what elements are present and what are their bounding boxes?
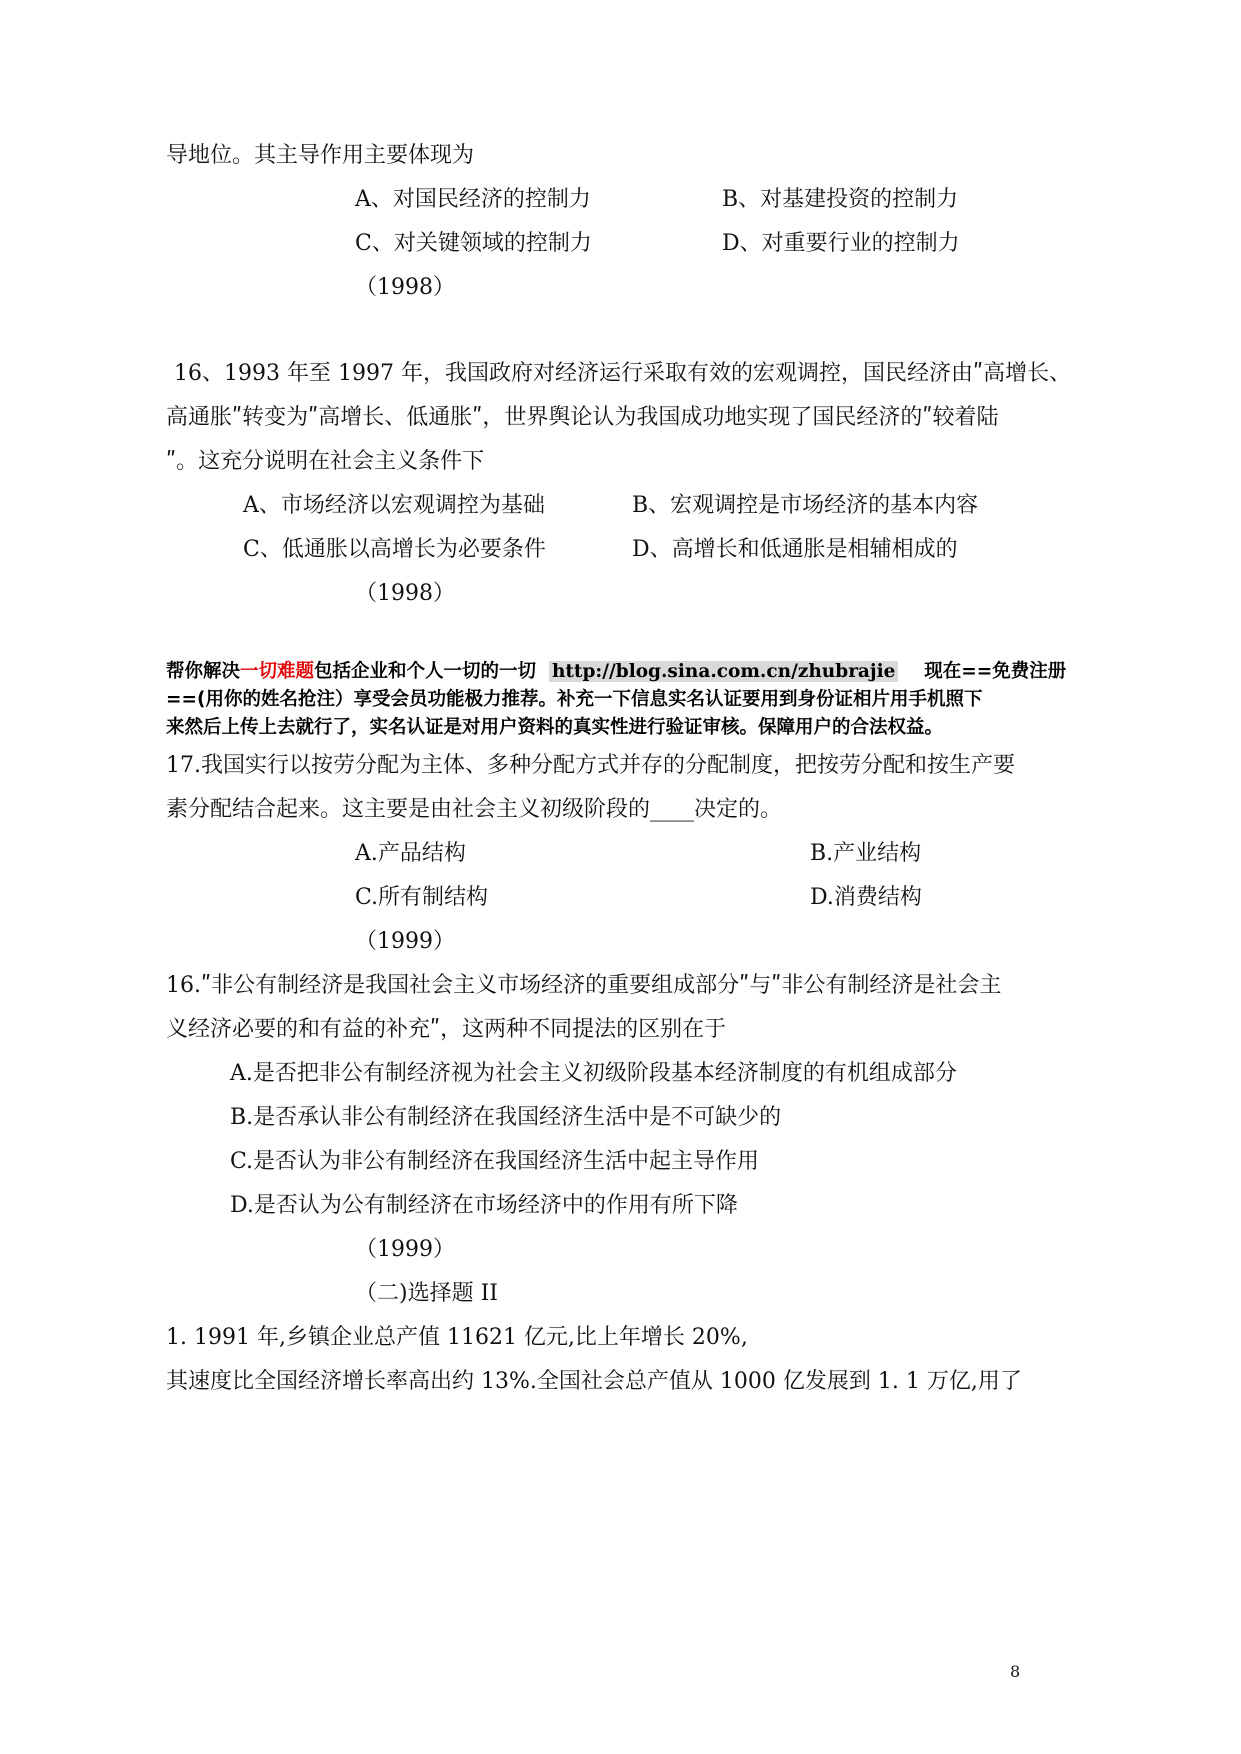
q17-option-c: C.所有制结构: [355, 885, 489, 910]
q16a-option-d: D、高增长和低通胀是相辅相成的: [632, 537, 958, 562]
ad-text: 帮你解决: [166, 661, 241, 682]
q16a-stem-line: 高通胀ʺ转变为ʺ高增长、低通胀ʺ，世界舆论认为我国成功地实现了国民经济的ʺ较着陆: [166, 405, 999, 430]
q16b-year: （1999）: [355, 1237, 455, 1262]
q16b-stem-line: 义经济必要的和有益的补充ʺ，这两种不同提法的区别在于: [166, 1017, 727, 1042]
q15-stem: 导地位。其主导作用主要体现为: [166, 143, 475, 168]
ad-text: 现在==免费注册: [924, 661, 1067, 682]
q15-option-b: B、对基建投资的控制力: [722, 187, 959, 212]
q17-option-a: A.产品结构: [355, 841, 466, 866]
ad-line-3: 来然后上传上去就行了，实名认证是对用户资料的真实性进行验证审核。保障用户的合法权益。: [166, 717, 944, 738]
q1-stem-line: 其速度比全国经济增长率高出约 13%.全国社会总产值从 1000 亿发展到 1. 1 万亿,用了: [166, 1369, 1022, 1394]
q15-option-a: A、对国民经济的控制力: [355, 187, 591, 212]
q1-stem-line: 1. 1991 年,乡镇企业总产值 11621 亿元,比上年增长 20%,: [166, 1325, 748, 1350]
q17-option-b: B.产业结构: [810, 841, 922, 866]
q15-year: （1998）: [355, 275, 455, 300]
q16b-option-b: B.是否承认非公有制经济在我国经济生活中是不可缺少的: [230, 1105, 782, 1130]
q16b-option-d: D.是否认为公有制经济在市场经济中的作用有所下降: [230, 1193, 738, 1218]
q17-year: （1999）: [355, 929, 455, 954]
q16a-stem-line: 16、1993 年至 1997 年，我国政府对经济运行采取有效的宏观调控，国民经济由ʺ高增长、: [174, 361, 1072, 386]
q16a-option-a: A、市场经济以宏观调控为基础: [243, 493, 545, 518]
q17-stem-line: 素分配结合起来。这主要是由社会主义初级阶段的____决定的。: [166, 797, 783, 822]
ad-line-1: [166, 658, 1066, 686]
q16a-year: （1998）: [355, 581, 455, 606]
q15-option-d: D、对重要行业的控制力: [722, 231, 960, 256]
ad-text: 包括企业和个人一切的一切: [314, 661, 537, 682]
q17-stem-line: 17.我国实行以按劳分配为主体、多种分配方式并存的分配制度，把按劳分配和按生产要: [166, 753, 1015, 778]
ad-line-2: ==(用你的姓名抢注）享受会员功能极力推荐。补充一下信息实名认证要用到身份证相片用手机照下: [166, 689, 983, 710]
q16a-option-c: C、低通胀以高增长为必要条件: [243, 537, 546, 562]
q16b-stem-line: 16.ʺ非公有制经济是我国社会主义市场经济的重要组成部分ʺ与ʺ非公有制经济是社会主: [166, 973, 1002, 998]
q16b-option-c: C.是否认为非公有制经济在我国经济生活中起主导作用: [230, 1149, 760, 1174]
q16a-option-b: B、宏观调控是市场经济的基本内容: [632, 493, 979, 518]
ad-highlight: 一切难题: [240, 661, 315, 682]
q16a-stem-line: ʺ。这充分说明在社会主义条件下: [166, 449, 485, 474]
q15-option-c: C、对关键领域的控制力: [355, 231, 592, 256]
q16b-option-a: A.是否把非公有制经济视为社会主义初级阶段基本经济制度的有机组成部分: [230, 1061, 957, 1086]
page-number: 8: [1010, 1662, 1021, 1681]
q17-option-d: D.消费结构: [810, 885, 922, 910]
ad-url-link[interactable]: http://blog.sina.com.cn/zhubrajie: [549, 661, 898, 682]
section-heading: （二)选择题 II: [355, 1281, 498, 1306]
